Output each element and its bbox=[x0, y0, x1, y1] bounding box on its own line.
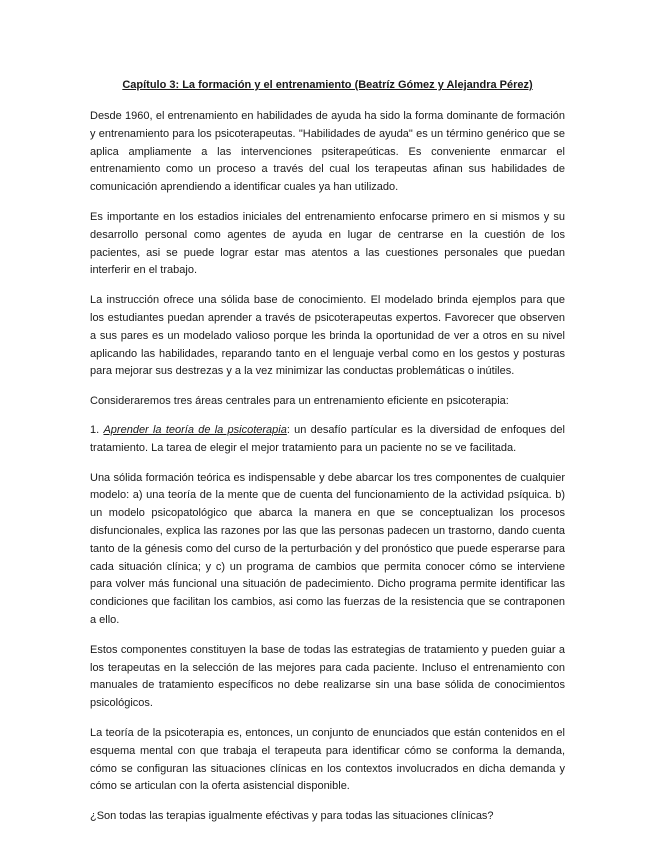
numbered-item-1 bbox=[90, 422, 565, 458]
paragraph-4: Consideraremos tres áreas centrales para un entrenamiento eficiente en psicoterapia: bbox=[90, 395, 509, 408]
paragraph-2: Es importante en los estadios iniciales del entrenamiento enfocarse primero en si mismos y su desarrollo personal como agentes de ayuda en lugar de centrarse en la cuestión de los pacientes, asi se puede lograr estar mas atentos a las cuestiones personales que puedan interferir en el trabajo. bbox=[90, 210, 565, 277]
paragraph-3: La instrucción ofrece una sólida base de conocimiento. El modelado brinda ejemplos para que los estudiantes puedan aprender a través de psicoterapeutas expertos. Favorecer que observen a sus pares es un modelado valioso porque les brinda la oportunidad de ver a otros en su nivel aplicando las habilidades, reparando tanto en el lenguaje verbal como en los gestos y posturas para mejorar sus destrezas y a la vez minimizar las conductas problemáticas o inútiles. bbox=[90, 294, 565, 378]
question-line: ¿Son todas las terapias igualmente eféctivas y para todas las situaciones clínicas? bbox=[90, 810, 494, 823]
paragraph-1: Desde 1960, el entrenamiento en habilidades de ayuda ha sido la forma dominante de formación y entrenamiento para los psicoterapeutas. "Habilidades de ayuda" es un término genérico que se aplica ampliamente a las intervenciones psiterapeúticas. Es conveniente enmarcar el entrenamiento como un proceso a través del cual los terapeutas afinan sus habilidades de comunicación aprendiendo a identificar cuales ya han utilizado. bbox=[90, 110, 565, 194]
chapter-title: Capítulo 3: La formación y el entrenamiento (Beatríz Gómez y Alejandra Pérez) bbox=[122, 79, 533, 91]
item-text: : un desafío partícular es la diversidad de enfoques del tratamiento. La tarea de elegir el mejor tratamiento para un paciente no se ve facilitada. bbox=[90, 423, 565, 454]
paragraph-5: Una sólida formación teórica es indispensable y debe abarcar los tres componentes de cualquier modelo: a) una teoría de la mente que de cuenta del funcionamiento de la actividad psíquica. b) un modelo psicopatológico que abarca la manera en que se conceptualizan los procesos disfuncionales, explica las razones por las que las personas padecen un trastorno, dando cuenta tanto de la génesis como del curso de la perturbación y del pronóstico que puede esperarse para cada situación clínica; y c) un programa de cambios que permita conocer cómo se interviene para volver más funcional una situación de padecimiento. Dicho programa permite identificar las condiciones que facilitan los cambios, asi como las fuerzas de la resistencia que se contraponen a ello. bbox=[90, 471, 565, 626]
item-heading: Aprender la teoría de la psicoterapia bbox=[103, 423, 287, 436]
paragraph-7: La teoría de la psicoterapia es, entonces, un conjunto de enunciados que están contenidos en el esquema mental con que trabaja el terapeuta para identificar cómo se conforma la demanda, cómo se configuran las situaciones clínicas en los contextos involucrados en dicha demanda y cómo se articulan con la oferta asistencial disponible. bbox=[90, 726, 565, 793]
item-number: 1. bbox=[90, 423, 100, 436]
paragraph-6: Estos componentes constituyen la base de todas las estrategias de tratamiento y pueden guiar a los terapeutas en la selección de las mejores para cada paciente. Incluso el entrenamiento con manuales de tratamiento específicos no debe realizarse sin una base sólida de conocimientos psicológicos. bbox=[90, 643, 565, 710]
